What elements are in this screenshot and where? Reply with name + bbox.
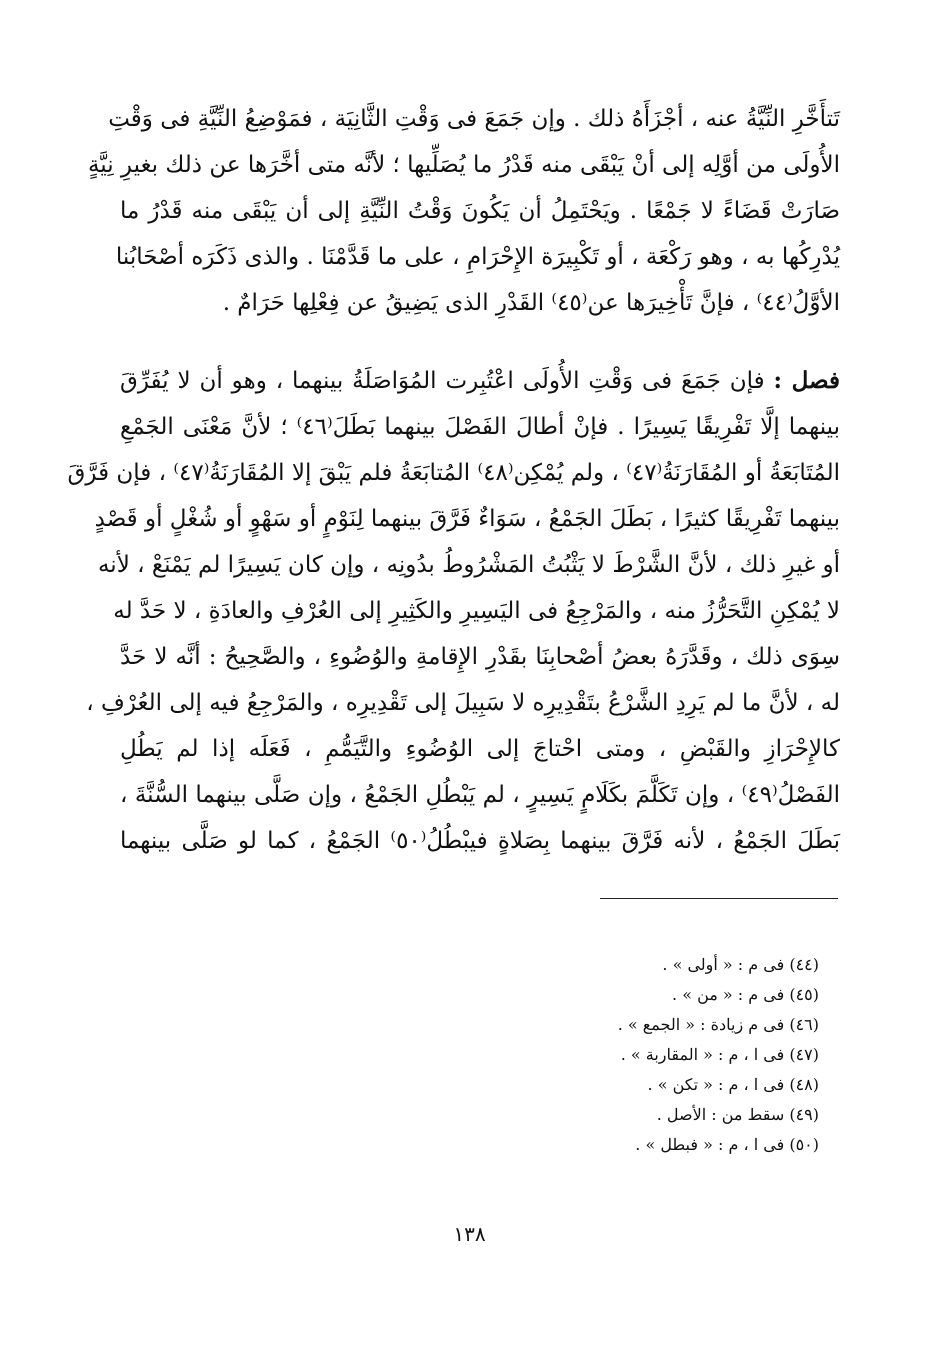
text-line: فإن جَمَعَ فى وَقْتِ الأُولَى اعْتُبِرت المُوَاصَلَةُ بينهما ، وهو أن لا يُفَرِّقَ <box>120 368 765 394</box>
text-line: يُدْرِكُها به ، وهو رَكْعَة ، أو تَكْبِيرَة الإِحْرَامِ ، على ما قَدَّمْنَا . والذى ذَكَرَه أصْحَابُنا <box>115 244 840 270</box>
footnote: (٤٨) فى ا ، م : « تكن » . <box>647 1075 819 1094</box>
text-line: صَارَتْ قَضَاءً لا جَمْعًا . ويَحْتَمِلُ أن يَكُونَ وَقْتُ النِّيَّةِ إلى أن يَبْقَى منه قَدْرُ ما <box>120 198 840 224</box>
text-line: بينهما إلَّا تَفْرِيقًا يَسِيرًا . فإنْ أطالَ الفَصْلَ بينهما بَطَلَ⁽٤٦⁾ ؛ لأنَّ مَعْنَى الجَمْعِ <box>120 414 840 440</box>
section-heading: فصل : <box>773 367 840 394</box>
text-line: سِوَى ذلك ، وقَدَّرَهُ بعضُ أصْحابِنَا بقَدْرِ الإِقامةِ والوُضُوءِ ، والصَّحِيحُ : أنَّه لا حَدَّ <box>120 644 840 670</box>
footnote: (٤٧) فى ا ، م : « المقاربة » . <box>620 1045 819 1064</box>
footnote: (٥٠) فى ا ، م : « فبطل » . <box>635 1135 819 1154</box>
paragraph-2 <box>67 358 840 864</box>
text-line: الأُولَى من أوَّلِه إلى أنْ يَبْقَى منه قَدْرُ ما يُصَلِّيها ؛ لأنَّه متى أخَّرَها عن ذلك بغيرِ نِيَّةٍ <box>87 152 840 178</box>
text-line: كالإِحْرَازِ والقَبْضِ ، ومتى احْتاجَ إلى الوُضُوءِ والتَّيَمُّمِ ، فَعَلَه إذا لم يَطُلِ <box>120 736 840 762</box>
text-line: الفَصْلُ⁽٤٩⁾ ، وإن تَكَلَّمَ بكَلَامٍ يَسِيرٍ ، لم يَبْطُلِ الجَمْعُ ، وإن صَلَّى بينهما السُّنَّةَ ، <box>120 782 840 808</box>
text-line: أو غيرِ ذلك ، لأنَّ الشَّرْطَ لا يَثْبُتُ المَشْرُوطُ بدُونِه ، وإن كان يَسِيرًا لم يَمْنَعْ ، لأنه <box>97 552 840 578</box>
paragraph-1 <box>87 96 840 326</box>
text-line: لا يُمْكِنِ التَّحَرُّزُ منه ، والمَرْجِعُ فى اليَسِيرِ والكَثِيرِ إلى العُرْفِ والعادَةِ ، لا حَدَّ له <box>113 598 840 624</box>
text-line: بَطَلَ الجَمْعُ ، لأنه فَرَّقَ بينهما بِصَلاةٍ فيبْطُلُ⁽٥٠⁾ الجَمْعُ ، كما لو صَلَّى بينهما <box>120 828 840 854</box>
text-line: له ، لأنَّ ما لم يَرِدِ الشَّرْعُ بتَقْدِيرِه لا سَبِيلَ إلى تَقْدِيرِه ، والمَرْجِعُ فيه إلى العُرْفِ ، <box>86 690 840 716</box>
text-line-with-heading <box>120 358 840 404</box>
text-line: المُتَابَعَةُ أو المُقَارَنَةُ⁽٤٧⁾ ، ولم يُمْكِن⁽٤٨⁾ المُتابَعَةُ فلم يَبْقَ إلا المُقَارَنَةُ⁽٤٧⁾ ، فإن فَرَّقَ <box>67 460 840 486</box>
footnote-divider <box>600 898 838 899</box>
footnote: (٤٥) فى م : « من » . <box>672 985 819 1004</box>
text-line: تَتأَخَّرِ النِّيَّةُ عنه ، أجْزَأَهُ ذلك . وإن جَمَعَ فى وَقْتِ الثَّانِيَة ، فمَوْضِعُ النِّيَّةِ فى وَقْتِ <box>108 106 840 132</box>
footnote: (٤٩) سقط من : الأصل . <box>656 1105 819 1124</box>
text-line: الأوَّلُ⁽٤٤⁾ ، فإنَّ تَأْخِيرَها عن⁽٤٥⁾ القَدْرِ الذى يَضِيقُ عن فِعْلِها حَرَامٌ . <box>222 290 840 316</box>
footnote: (٤٦) فى م زيادة : « الجمع » . <box>617 1015 819 1034</box>
footnotes <box>419 950 819 1160</box>
page-number: ١٣٨ <box>453 1222 486 1246</box>
text-line: بينهما تَفْرِيقًا كثيرًا ، بَطَلَ الجَمْعُ ، سَوَاءٌ فَرَّقَ بينهما لِنَوْمٍ أو سَهْوٍ أو شُغْلٍ أو قَصْدٍ <box>94 506 840 532</box>
footnote: (٤٤) فى م : « أولى » . <box>662 955 819 974</box>
